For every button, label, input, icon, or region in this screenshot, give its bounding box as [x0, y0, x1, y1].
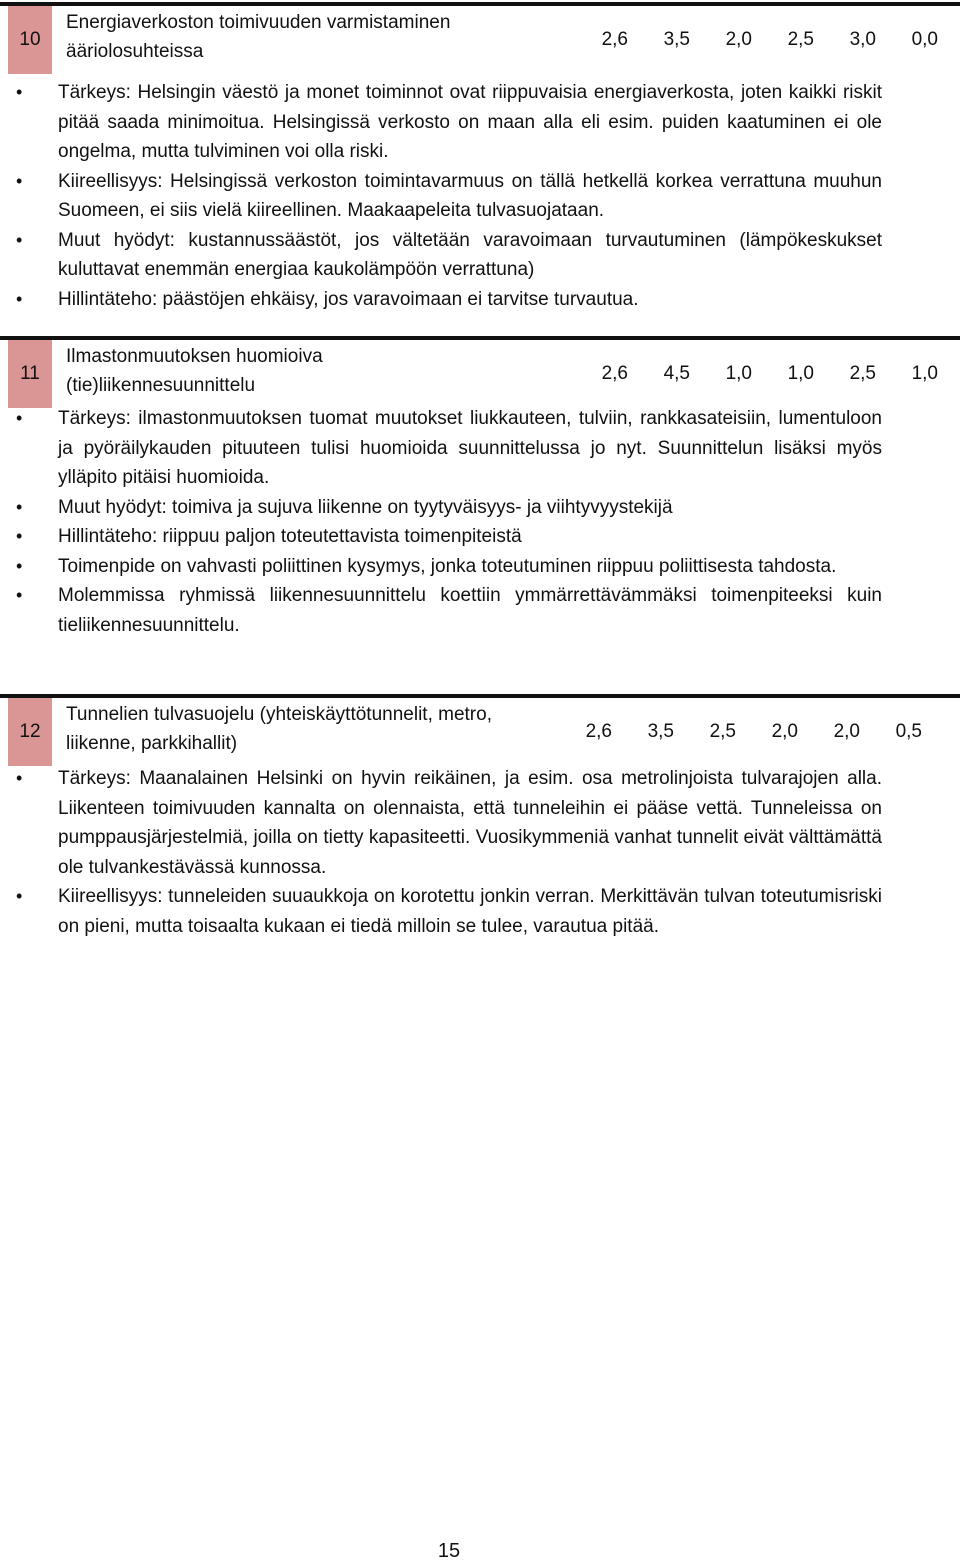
score-value: 2,6: [601, 363, 628, 384]
bullet-item: • Muut hyödyt: kustannussäästöt, jos vältetään varavoimaan turvautuminen (lämpökeskukset kuluttavat enemmän energiaa kaukolämpöön verrattuna): [0, 226, 960, 285]
measure-number: 11: [8, 340, 52, 408]
bullet-item: • Hillintäteho: riippuu paljon toteutettavista toimenpiteistä: [0, 522, 960, 552]
score-value: 4,5: [663, 363, 690, 384]
measure-section-12: [0, 694, 960, 941]
score-value: 1,0: [725, 363, 752, 384]
measure-title: Energiaverkoston toimivuuden varmistaminen ääriolosuhteissa: [66, 12, 451, 62]
score-value: 2,6: [601, 29, 628, 50]
measure-scores: [566, 6, 938, 74]
measure-bullet-list: [0, 764, 960, 941]
measure-bullet-list: [0, 404, 960, 640]
score-value: 3,5: [663, 29, 690, 50]
measure-number: 10: [8, 6, 52, 74]
bullet-item: • Kiireellisyys: Helsingissä verkoston toimintavarmuus on tällä hetkellä korkea verrattuna muuhun Suomeen, ei siis vielä kiireellinen. Maakaapeleita tulvasuojataan.: [0, 167, 960, 226]
bullet-item: • Tärkeys: Maanalainen Helsinki on hyvin reikäinen, ja esim. osa metrolinjoista tulvarajojen alla. Liikenteen toimivuuden kannalta on olennaista, että tunneleihin ei pääse vettä. Tunneleissa on pumppausjärjestelmiä, joilla on tietty kapasiteetti. Vuosikymmeniä vanhat tunnelit eivät välttämättä ole tulvankestävässä kunnossa.: [0, 764, 960, 882]
measure-title: Tunnelien tulvasuojelu (yhteiskäyttötunnelit, metro, liikenne, parkkihallit): [66, 704, 492, 754]
score-value: 2,6: [585, 721, 612, 742]
bullet-item: • Toimenpide on vahvasti poliittinen kysymys, jonka toteutuminen riippuu poliittisesta tahdosta.: [0, 552, 960, 582]
score-value: 3,5: [647, 721, 674, 742]
measure-title: Ilmastonmuutoksen huomioiva (tie)liikennesuunnittelu: [66, 346, 323, 396]
score-value: 1,0: [787, 363, 814, 384]
score-value: 0,5: [895, 721, 922, 742]
score-value: 2,0: [725, 29, 752, 50]
score-value: 2,5: [787, 29, 814, 50]
score-value: 0,0: [911, 29, 938, 50]
measure-scores: [550, 698, 922, 766]
bullet-item: • Muut hyödyt: toimiva ja sujuva liikenne on tyytyväisyys- ja viihtyvyystekijä: [0, 493, 960, 523]
measure-number: 12: [8, 698, 52, 766]
measure-header-row: [0, 2, 960, 74]
measure-header-row: [0, 694, 960, 766]
bullet-item: • Kiireellisyys: tunneleiden suuaukkoja on korotettu jonkin verran. Merkittävän tulvan toteutumisriski on pieni, mutta toisaalta kukaan ei tiedä milloin se tulee, varautua pitää.: [0, 882, 960, 941]
bullet-item: • Molemmissa ryhmissä liikennesuunnittelu koettiin ymmärrettävämmäksi toimenpiteeksi kuin tieliikennesuunnittelu.: [0, 581, 960, 640]
score-value: 1,0: [911, 363, 938, 384]
measure-bullet-list: [0, 78, 960, 314]
score-value: 2,5: [709, 721, 736, 742]
bullet-item: • Tärkeys: ilmastonmuutoksen tuomat muutokset liukkauteen, tulviin, rankkasateisiin, lumentuloon ja pyöräilykauden pituuteen tulisi huomioida suunnittelussa jo nyt. Suunnittelun lisäksi myös ylläpito pitäisi huomioida.: [0, 404, 960, 493]
measure-section-10: [0, 2, 960, 314]
score-value: 2,0: [833, 721, 860, 742]
score-value: 2,5: [849, 363, 876, 384]
score-value: 2,0: [771, 721, 798, 742]
score-value: 3,0: [849, 29, 876, 50]
bullet-item: • Hillintäteho: päästöjen ehkäisy, jos varavoimaan ei tarvitse turvautua.: [0, 285, 960, 315]
measure-header-row: [0, 336, 960, 408]
measure-scores: [566, 340, 938, 408]
measure-section-11: [0, 336, 960, 640]
bullet-item: • Tärkeys: Helsingin väestö ja monet toiminnot ovat riippuvaisia energiaverkosta, joten kaikki riskit pitää saada minimoitua. Helsingissä verkosto on maan alla eli esim. puiden kaatuminen ei ole ongelma, mutta tulviminen voi olla riski.: [0, 78, 960, 167]
page-number: 15: [437, 1540, 461, 1562]
